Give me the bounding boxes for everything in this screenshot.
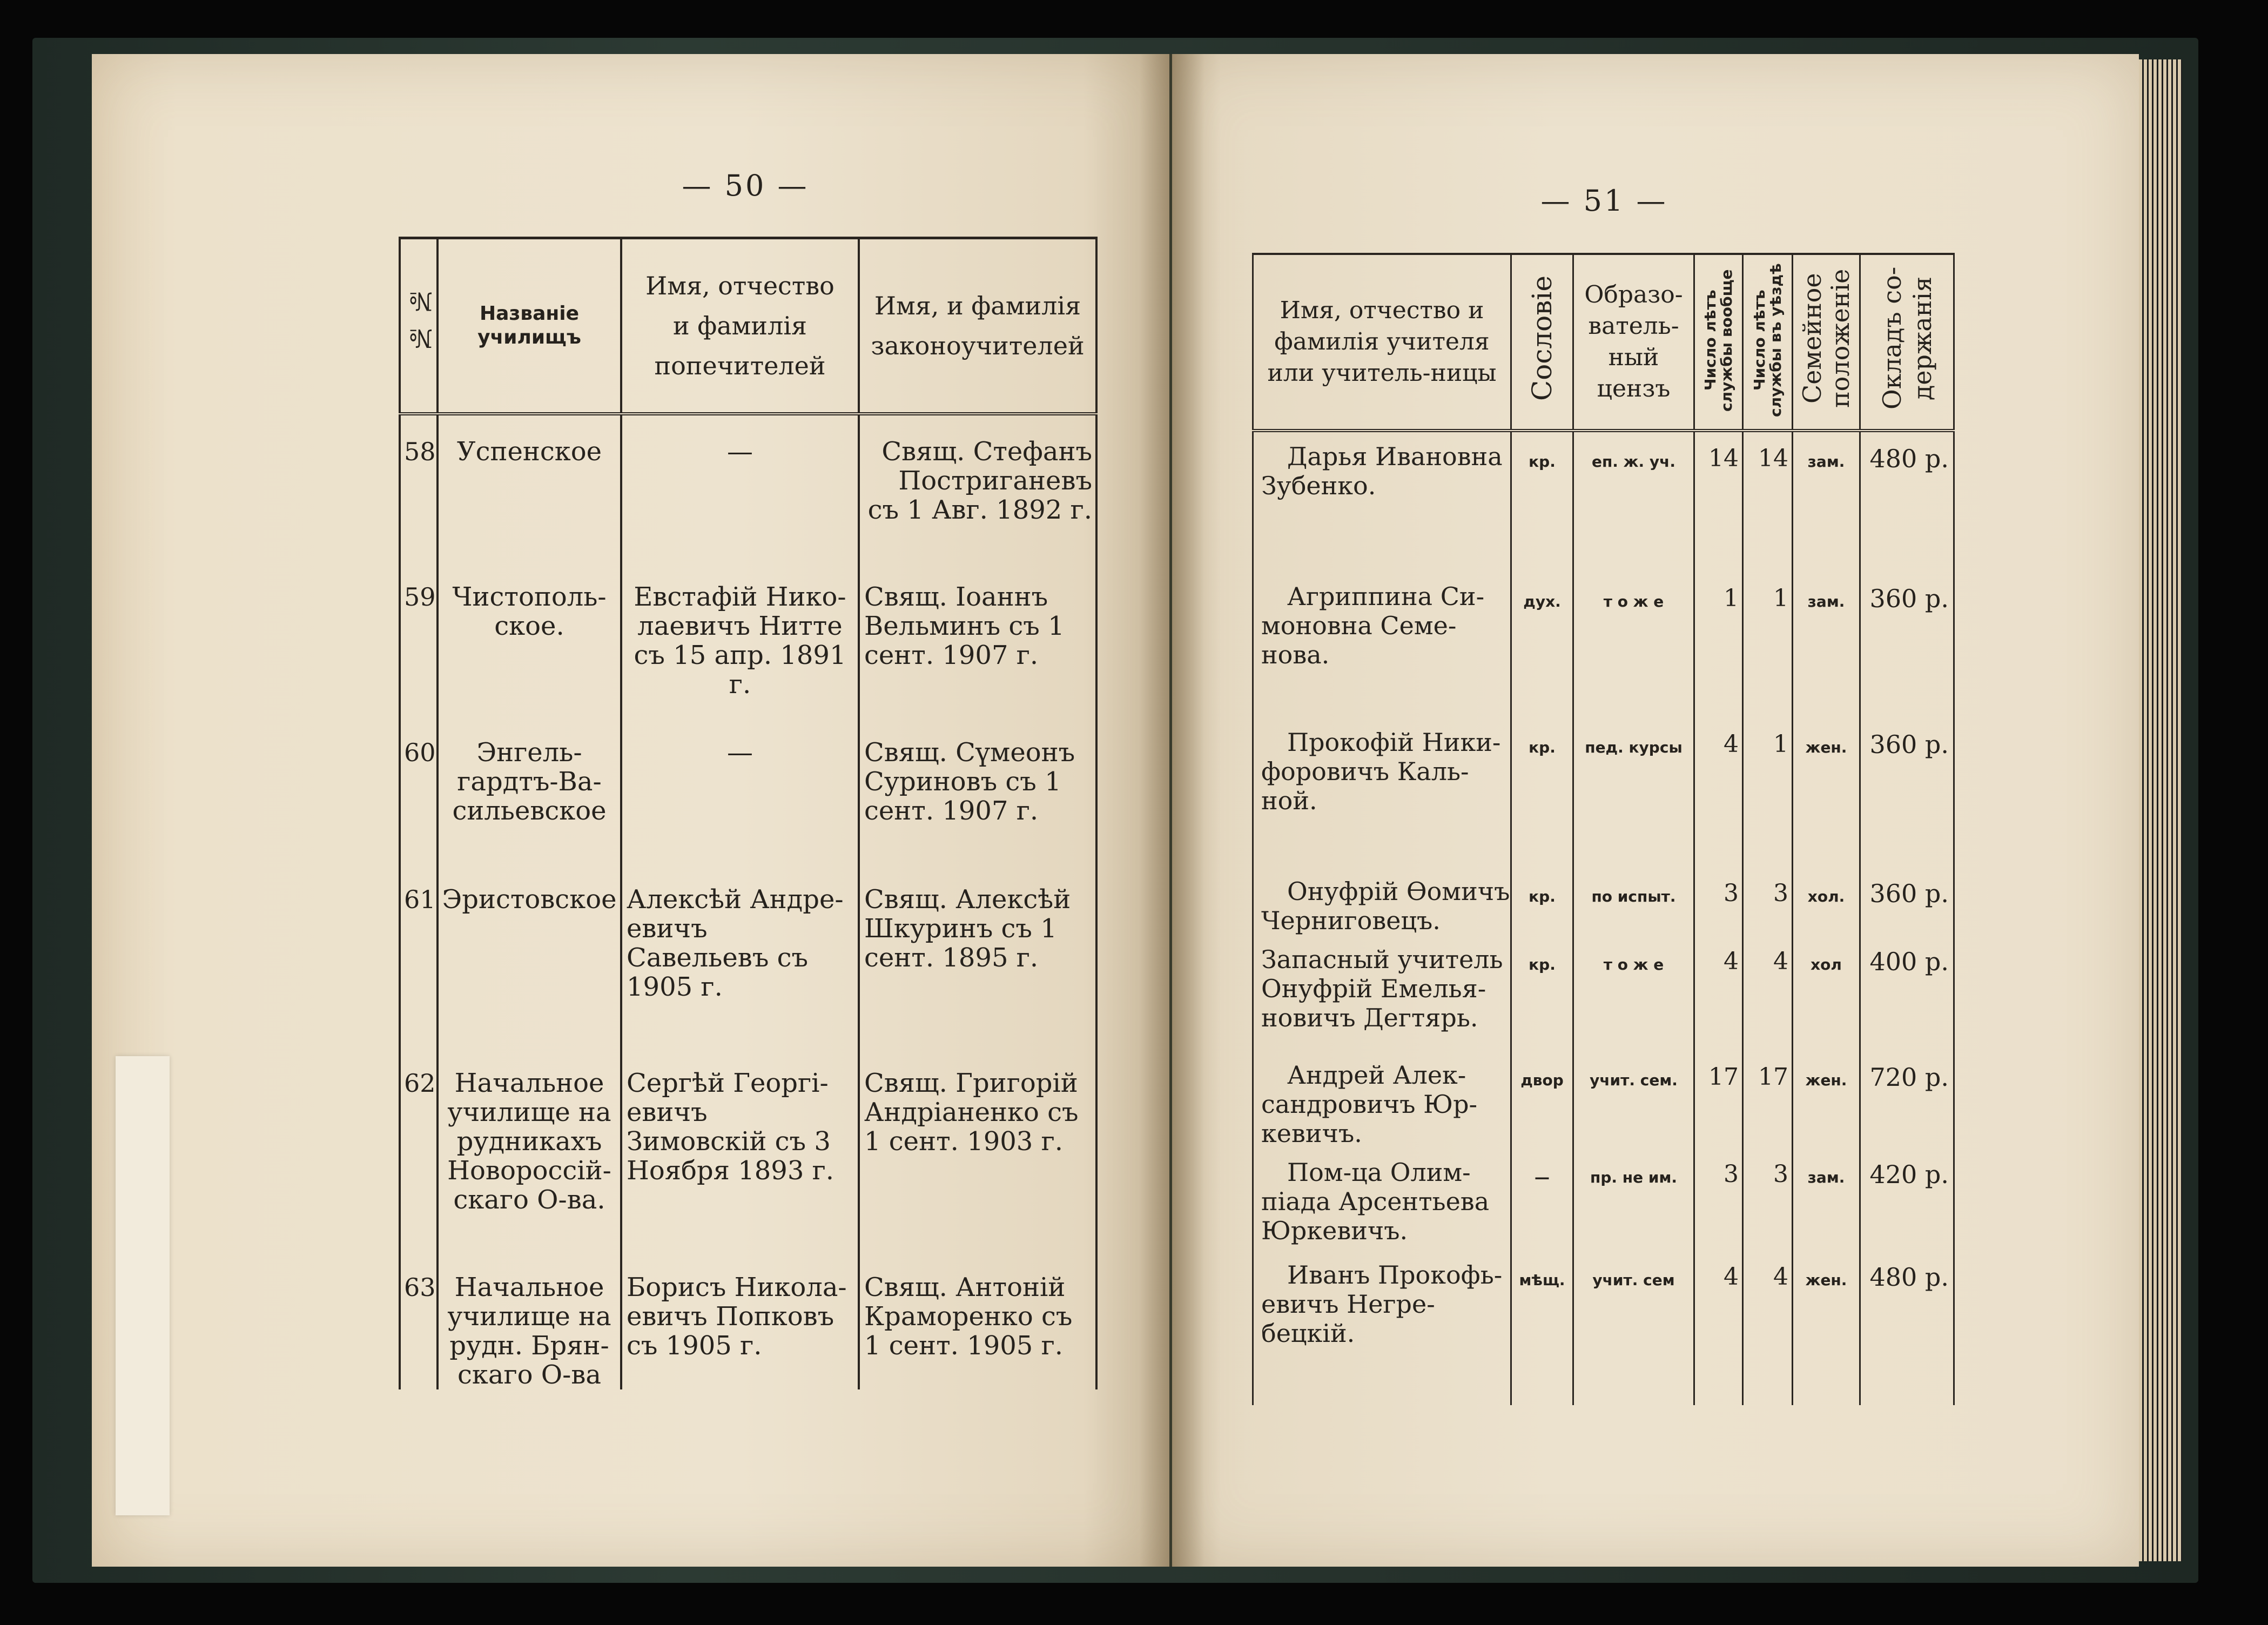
header-years-district: Число лѣтъ службы въ уѣздѣ bbox=[1743, 254, 1793, 431]
book-gutter bbox=[1140, 54, 1204, 1567]
row-estate: кр. bbox=[1511, 718, 1573, 867]
table-row bbox=[400, 1047, 1096, 1251]
row-years-district: 14 bbox=[1743, 431, 1793, 572]
table-row bbox=[1253, 935, 1954, 1051]
row-family: жен. bbox=[1793, 1251, 1860, 1405]
row-num: 63 bbox=[400, 1251, 438, 1389]
right-header-row bbox=[1253, 254, 1954, 431]
table-row bbox=[1253, 572, 1954, 718]
row-priest: Свящ. Стефанъ Постриганевъ съ 1 Авг. 1892 г. bbox=[859, 414, 1096, 561]
row-priest: Свящ. Алексѣй Шкуринъ съ 1 сент. 1895 г. bbox=[859, 863, 1096, 1047]
right-teachers-table bbox=[1252, 253, 1955, 1405]
row-num: 62 bbox=[400, 1047, 438, 1251]
row-years-total: 1 bbox=[1694, 572, 1743, 718]
row-family: хол. bbox=[1793, 867, 1860, 935]
header-estate: Сословіе bbox=[1511, 254, 1573, 431]
row-salary: 480 р. bbox=[1860, 431, 1954, 572]
row-family: хол bbox=[1793, 935, 1860, 1051]
header-years-total: Число лѣтъ службы вообще bbox=[1694, 254, 1743, 431]
header-education: Образо-ватель-ный цензъ bbox=[1573, 254, 1694, 431]
row-education: по испыт. bbox=[1573, 867, 1694, 935]
row-school: Эристовское bbox=[438, 863, 621, 1047]
row-education: учит. сем. bbox=[1573, 1051, 1694, 1148]
row-trustee: — bbox=[621, 716, 859, 863]
table-row bbox=[400, 863, 1096, 1047]
table-row bbox=[1253, 1051, 1954, 1148]
row-family: зам. bbox=[1793, 1148, 1860, 1251]
table-row bbox=[400, 716, 1096, 863]
row-years-district: 3 bbox=[1743, 1148, 1793, 1251]
table-row bbox=[1253, 718, 1954, 867]
row-school: Чистополь-ское. bbox=[438, 561, 621, 716]
header-family: Семейное положеніе bbox=[1793, 254, 1860, 431]
row-name: Запасный учитель Онуфрій Емелья-новичъ Дегтярь. bbox=[1253, 935, 1511, 1051]
row-school: Начальное училище на рудн. Брян-скаго О-ва bbox=[438, 1251, 621, 1389]
table-row bbox=[1253, 867, 1954, 935]
row-priest: Свящ. Григорій Андріаненко съ 1 сент. 1903 г. bbox=[859, 1047, 1096, 1251]
page-edges bbox=[2139, 59, 2182, 1561]
row-salary: 360 р. bbox=[1860, 572, 1954, 718]
row-name: Иванъ Прокофь-евичъ Негре-бецкій. bbox=[1253, 1251, 1511, 1405]
row-family: жен. bbox=[1793, 1051, 1860, 1148]
row-salary: 480 р. bbox=[1860, 1251, 1954, 1405]
row-years-total: 4 bbox=[1694, 935, 1743, 1051]
row-years-total: 3 bbox=[1694, 1148, 1743, 1251]
table-row bbox=[400, 561, 1096, 716]
row-estate: двор bbox=[1511, 1051, 1573, 1148]
row-years-total: 14 bbox=[1694, 431, 1743, 572]
left-header-row bbox=[400, 238, 1096, 414]
left-schools-table bbox=[399, 237, 1098, 1389]
row-estate: дух. bbox=[1511, 572, 1573, 718]
row-salary: 360 р. bbox=[1860, 718, 1954, 867]
header-school: Названіе училищъ bbox=[438, 238, 621, 414]
header-trustee: Имя, отчество и фамилія попечителей bbox=[621, 238, 859, 414]
row-name: Онуфрій Өомичъ Черниговецъ. bbox=[1253, 867, 1511, 935]
row-education: пед. курсы bbox=[1573, 718, 1694, 867]
row-years-total: 4 bbox=[1694, 718, 1743, 867]
row-years-district: 1 bbox=[1743, 718, 1793, 867]
row-years-district: 4 bbox=[1743, 1251, 1793, 1405]
row-school: Успенское bbox=[438, 414, 621, 561]
row-name: Пом-ца Олим-піада Арсентьева Юркевичъ. bbox=[1253, 1148, 1511, 1251]
row-years-total: 4 bbox=[1694, 1251, 1743, 1405]
header-num: № № bbox=[400, 238, 438, 414]
row-estate: кр. bbox=[1511, 935, 1573, 1051]
row-name: Андрей Алек-сандровичъ Юр-кевичъ. bbox=[1253, 1051, 1511, 1148]
row-priest: Свящ. Іоаннъ Вельминъ съ 1 сент. 1907 г. bbox=[859, 561, 1096, 716]
row-name: Дарья Ивановна Зубенко. bbox=[1253, 431, 1511, 572]
row-education: т о ж е bbox=[1573, 572, 1694, 718]
row-estate: кр. bbox=[1511, 867, 1573, 935]
row-school: Начальное училище на рудникахъ Новороссій-скаго О-ва. bbox=[438, 1047, 621, 1251]
row-num: 59 bbox=[400, 561, 438, 716]
row-years-total: 3 bbox=[1694, 867, 1743, 935]
row-education: т о ж е bbox=[1573, 935, 1694, 1051]
row-estate: — bbox=[1511, 1148, 1573, 1251]
row-name: Прокофій Ники-форовичъ Каль-ной. bbox=[1253, 718, 1511, 867]
header-salary: Окладъ со-держанія bbox=[1860, 254, 1954, 431]
row-years-district: 17 bbox=[1743, 1051, 1793, 1148]
row-trustee: Алексѣй Андре-евичъ Савельевъ съ 1905 г. bbox=[621, 863, 859, 1047]
row-num: 61 bbox=[400, 863, 438, 1047]
row-salary: 420 р. bbox=[1860, 1148, 1954, 1251]
row-salary: 360 р. bbox=[1860, 867, 1954, 935]
row-years-district: 1 bbox=[1743, 572, 1793, 718]
row-years-district: 4 bbox=[1743, 935, 1793, 1051]
header-name: Имя, отчество и фамилія учителя или учитель-ницы bbox=[1253, 254, 1511, 431]
row-family: жен. bbox=[1793, 718, 1860, 867]
row-family: зам. bbox=[1793, 572, 1860, 718]
table-row bbox=[1253, 431, 1954, 572]
row-education: пр. не им. bbox=[1573, 1148, 1694, 1251]
table-row bbox=[400, 1251, 1096, 1389]
row-trustee: Борисъ Никола-евичъ Попковъ съ 1905 г. bbox=[621, 1251, 859, 1389]
table-row bbox=[400, 414, 1096, 561]
row-salary: 720 р. bbox=[1860, 1051, 1954, 1148]
paper-tab bbox=[116, 1056, 170, 1515]
row-trustee: — bbox=[621, 414, 859, 561]
row-priest: Свящ. Антоній Краморенко съ 1 сент. 1905 г. bbox=[859, 1251, 1096, 1389]
row-years-total: 17 bbox=[1694, 1051, 1743, 1148]
row-trustee: Сергѣй Георгі-евичъ Зимовскій съ 3 Ноября 1893 г. bbox=[621, 1047, 859, 1251]
row-school: Энгель-гардтъ-Ва-сильевское bbox=[438, 716, 621, 863]
row-estate: мѣщ. bbox=[1511, 1251, 1573, 1405]
row-priest: Свящ. Сүмеонъ Суриновъ съ 1 сент. 1907 г. bbox=[859, 716, 1096, 863]
row-num: 60 bbox=[400, 716, 438, 863]
table-row bbox=[1253, 1251, 1954, 1405]
row-years-district: 3 bbox=[1743, 867, 1793, 935]
row-estate: кр. bbox=[1511, 431, 1573, 572]
row-education: еп. ж. уч. bbox=[1573, 431, 1694, 572]
row-trustee: Евстафій Нико-лаевичъ Нитте съ 15 апр. 1891 г. bbox=[621, 561, 859, 716]
row-salary: 400 р. bbox=[1860, 935, 1954, 1051]
right-folio: — 51 — bbox=[1540, 184, 1668, 218]
header-priest: Имя, и фамилія законоучителей bbox=[859, 238, 1096, 414]
row-name: Агриппина Си-моновна Семе-нова. bbox=[1253, 572, 1511, 718]
row-num: 58 bbox=[400, 414, 438, 561]
left-folio: — 50 — bbox=[682, 169, 809, 203]
row-education: учит. сем bbox=[1573, 1251, 1694, 1405]
row-family: зам. bbox=[1793, 431, 1860, 572]
table-row bbox=[1253, 1148, 1954, 1251]
